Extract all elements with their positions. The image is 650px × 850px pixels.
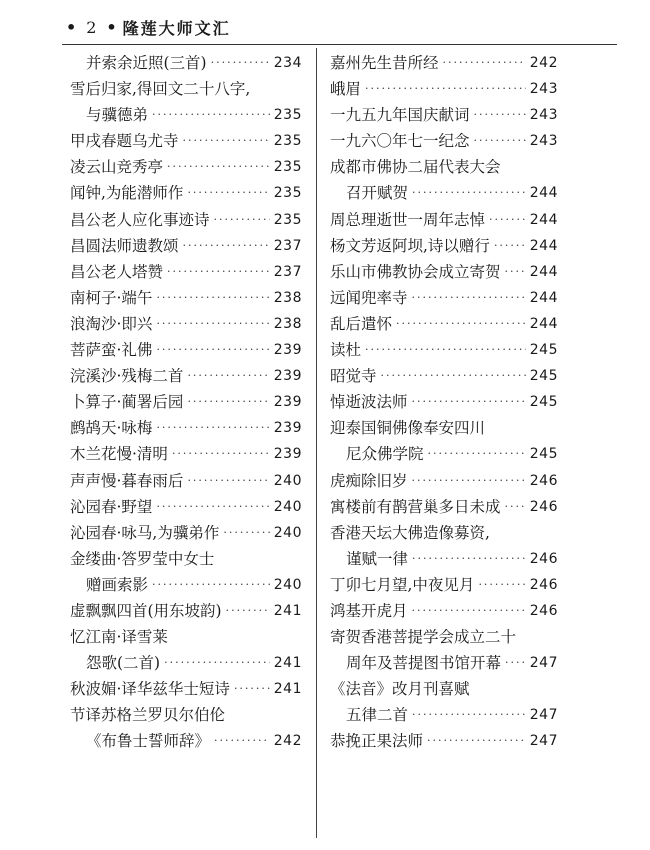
toc-entry <box>70 259 302 285</box>
toc-entry <box>330 572 558 598</box>
toc-entry-page: 241 <box>273 602 302 619</box>
toc-entry-page: 235 <box>273 159 302 176</box>
dot-leader <box>223 520 269 546</box>
toc-entry-title: 一九六〇年七一纪念 <box>330 132 470 151</box>
toc-entry-page: 240 <box>273 576 302 593</box>
header-bullet: • <box>106 17 119 37</box>
toc-entry-page: 243 <box>529 133 558 150</box>
toc-entry-title: 昭觉寺 <box>330 367 377 386</box>
toc-entry <box>330 468 558 494</box>
toc-entry-title: 赠画索影 <box>86 575 149 594</box>
toc-entry <box>70 154 302 180</box>
toc-entry-page: 237 <box>273 237 302 254</box>
toc-entry-title: 尼众佛学院 <box>346 445 424 464</box>
toc-entry-title: 读杜 <box>330 341 362 360</box>
toc-entry-page: 244 <box>529 237 558 254</box>
dot-leader <box>474 128 526 154</box>
toc-entry-title: 寓楼前有鹊营巢多日未成 <box>330 497 501 516</box>
header-rule <box>62 44 617 45</box>
toc-entry-title: 昌圆法师遗教颂 <box>70 236 179 255</box>
dot-leader <box>156 285 269 311</box>
toc-entry <box>70 728 302 754</box>
toc-entry-page: 239 <box>273 420 302 437</box>
toc-entry-page: 239 <box>273 342 302 359</box>
toc-entry-title: 沁园春·咏马,为骥弟作 <box>70 523 220 542</box>
toc-entry <box>70 624 302 650</box>
toc-entry-title: 声声慢·暮春雨后 <box>70 471 184 490</box>
toc-entry-page: 240 <box>273 524 302 541</box>
toc-entry-title: 《法音》改月刊喜赋 <box>330 680 470 699</box>
toc-entry-title: 并索余近照(三首) <box>86 54 207 72</box>
toc-entry <box>330 363 558 389</box>
toc-entry-page: 242 <box>273 733 302 750</box>
toc-entry-page: 241 <box>273 655 302 672</box>
toc-entry-title: 香港天坛大佛造像募资, <box>330 523 490 542</box>
toc-entry-title: 怨歌(二首) <box>86 654 161 673</box>
toc-entry <box>330 728 558 754</box>
toc-entry-title: 乐山市佛教协会成立寄贺 <box>330 262 501 281</box>
toc-entry-title: 菩萨蛮·礼佛 <box>70 341 153 360</box>
toc-entry-page: 235 <box>273 133 302 150</box>
dot-leader <box>167 154 270 180</box>
header-bullet: • <box>66 17 79 37</box>
dot-leader <box>187 468 269 494</box>
toc-entry-page: 246 <box>529 602 558 619</box>
toc-entry <box>70 337 302 363</box>
toc-entry-page: 237 <box>273 263 302 280</box>
toc-entry <box>70 676 302 702</box>
page-number: 2 <box>86 17 99 37</box>
toc-entry-page: 244 <box>529 263 558 280</box>
toc-entry <box>70 285 302 311</box>
toc-entry <box>70 389 302 415</box>
toc-entry-title: 鹧鸪天·咏梅 <box>70 419 153 438</box>
toc-entry-page: 244 <box>529 289 558 306</box>
toc-entry <box>70 128 302 154</box>
toc-entry-title: 卜算子·蔺署后园 <box>70 393 184 412</box>
toc-entry-page: 247 <box>529 655 558 672</box>
toc-entry <box>70 546 302 572</box>
dot-leader <box>427 728 526 754</box>
toc-entry <box>330 154 558 180</box>
dot-leader <box>474 102 526 128</box>
dot-leader <box>412 468 526 494</box>
toc-entry-title: 节译苏格兰罗贝尔伯伦 <box>70 706 226 725</box>
toc-entry-title: 雪后归家,得回文二十八字, <box>70 80 251 99</box>
toc-entry-page: 238 <box>273 289 302 306</box>
toc-entry-page: 245 <box>529 446 558 463</box>
dot-leader <box>167 259 270 285</box>
toc-entry-title: 远闻兜率寺 <box>330 288 408 307</box>
toc-entry-page: 240 <box>273 498 302 515</box>
toc-entry-title: 寄贺香港菩提学会成立二十 <box>330 628 517 647</box>
dot-leader <box>412 598 526 624</box>
toc-entry-title: 鸿基开虎月 <box>330 601 408 620</box>
toc-entry-title: 沁园春·野望 <box>70 497 153 516</box>
toc-entry-page: 244 <box>529 185 558 202</box>
toc-entry <box>330 520 558 546</box>
toc-entry-title: 成都市佛协二届代表大会 <box>330 158 501 177</box>
toc-right-column <box>330 50 558 840</box>
toc-left-column <box>70 50 302 840</box>
dot-leader <box>214 728 270 754</box>
toc-entry-title: 昌公老人应化事迹诗 <box>70 210 210 229</box>
dot-leader <box>494 233 526 259</box>
toc-entry-page: 234 <box>273 55 302 71</box>
toc-entry <box>70 650 302 676</box>
toc-entry <box>330 598 558 624</box>
toc-entry <box>330 441 558 467</box>
toc-entry <box>70 572 302 598</box>
toc-entry-page: 239 <box>273 446 302 463</box>
dot-leader <box>211 50 270 76</box>
toc-entry-page: 245 <box>529 394 558 411</box>
toc-entry <box>70 494 302 520</box>
dot-leader <box>226 598 270 624</box>
dot-leader <box>183 233 270 259</box>
toc-entry-title: 《布鲁士誓师辞》 <box>86 732 211 751</box>
toc-entry <box>330 624 558 650</box>
toc-entry-page: 244 <box>529 315 558 332</box>
toc-entry <box>70 598 302 624</box>
toc-entry <box>330 415 558 441</box>
column-divider <box>316 48 317 838</box>
dot-leader <box>505 259 526 285</box>
toc-entry-page: 247 <box>529 733 558 750</box>
dot-leader <box>412 285 526 311</box>
toc-entry <box>70 207 302 233</box>
dot-leader <box>172 441 270 467</box>
toc-entry <box>70 415 302 441</box>
toc-entry-page: 244 <box>529 211 558 228</box>
toc-entry-page: 246 <box>529 550 558 567</box>
toc-entry-page: 246 <box>529 576 558 593</box>
toc-entry-title: 一九五九年国庆献词 <box>330 106 470 125</box>
toc-entry <box>70 50 302 76</box>
toc-entry <box>330 702 558 728</box>
dot-leader <box>412 389 526 415</box>
toc-entry-title: 浪淘沙·即兴 <box>70 314 153 333</box>
toc-entry-title: 嘉州先生昔所经 <box>330 54 439 72</box>
toc-entry <box>330 259 558 285</box>
toc-entry <box>330 650 558 676</box>
dot-leader <box>396 311 526 337</box>
toc-entry-title: 乱后遣怀 <box>330 314 393 333</box>
dot-leader <box>365 337 526 363</box>
toc-entry-title: 甲戌春题乌尤寺 <box>70 132 179 151</box>
toc-entry-title: 周总理逝世一周年志悼 <box>330 210 486 229</box>
dot-leader <box>428 441 526 467</box>
toc-entry-title: 与骥德弟 <box>86 106 149 125</box>
toc-entry-page: 239 <box>273 394 302 411</box>
dot-leader <box>234 676 270 702</box>
toc-entry <box>330 76 558 102</box>
toc-entry-page: 245 <box>529 342 558 359</box>
dot-leader <box>365 76 526 102</box>
toc-entry <box>70 180 302 206</box>
dot-leader <box>156 337 269 363</box>
toc-entry-title: 恭挽正果法师 <box>330 732 424 751</box>
toc-entry-title: 闻钟,为能潜师作 <box>70 184 184 203</box>
toc-entry <box>330 50 558 76</box>
dot-leader <box>152 102 270 128</box>
toc-entry-title: 迎泰国铜佛像奉安四川 <box>330 419 486 438</box>
toc-entry <box>330 676 558 702</box>
toc-entry-page: 247 <box>529 707 558 724</box>
dot-leader <box>214 207 270 233</box>
toc-entry-title: 召开赋贺 <box>346 184 409 203</box>
toc-entry-page: 239 <box>273 368 302 385</box>
toc-entry <box>330 389 558 415</box>
dot-leader <box>187 180 269 206</box>
toc-entry-title: 昌公老人塔赞 <box>70 262 164 281</box>
toc-entry-page: 243 <box>529 107 558 124</box>
toc-entry <box>330 546 558 572</box>
running-header <box>62 12 602 42</box>
toc-entry <box>70 311 302 337</box>
toc-entry-page: 240 <box>273 472 302 489</box>
toc-entry <box>70 441 302 467</box>
toc-entry <box>70 102 302 128</box>
toc-entry-title: 秋波媚·译华兹华士短诗 <box>70 680 230 699</box>
toc-entry <box>70 520 302 546</box>
dot-leader <box>412 546 526 572</box>
toc-entry-page: 235 <box>273 211 302 228</box>
toc-entry <box>330 337 558 363</box>
dot-leader <box>381 363 526 389</box>
toc-entry-title: 木兰花慢·清明 <box>70 445 168 464</box>
toc-entry <box>330 128 558 154</box>
toc-entry-title: 谨赋一律 <box>346 549 409 568</box>
toc-entry-page: 245 <box>529 368 558 385</box>
toc-entry-page: 243 <box>529 81 558 98</box>
dot-leader <box>505 650 526 676</box>
toc-entry <box>70 702 302 728</box>
toc-entry <box>330 285 558 311</box>
dot-leader <box>152 572 270 598</box>
toc-entry-title: 悼逝波法师 <box>330 393 408 412</box>
toc-entry <box>70 76 302 102</box>
dot-leader <box>156 494 269 520</box>
toc-entry-title: 虚飘飘四首(用东坡韵) <box>70 601 222 620</box>
toc-entry-title: 南柯子·端午 <box>70 288 153 307</box>
dot-leader <box>412 180 526 206</box>
toc-entry <box>70 468 302 494</box>
toc-entry <box>70 363 302 389</box>
toc-entry <box>330 494 558 520</box>
toc-entry-page: 246 <box>529 498 558 515</box>
toc-entry-title: 虎痴除旧岁 <box>330 471 408 490</box>
toc-entry-title: 丁卯七月望,中夜见月 <box>330 575 475 594</box>
toc-entry <box>70 233 302 259</box>
toc-entry-page: 235 <box>273 185 302 202</box>
toc-entry <box>330 102 558 128</box>
book-title: 隆莲大师文汇 <box>122 18 231 38</box>
toc-entry-page: 235 <box>273 107 302 124</box>
toc-entry-title: 峨眉 <box>330 80 362 99</box>
dot-leader <box>489 207 526 233</box>
dot-leader <box>164 650 270 676</box>
toc-entry-title: 五律二首 <box>346 706 409 725</box>
dot-leader <box>183 128 270 154</box>
toc-entry-title: 忆江南·译雪莱 <box>70 628 168 647</box>
toc-entry <box>330 180 558 206</box>
toc-entry-title: 浣溪沙·残梅二首 <box>70 367 184 386</box>
toc-entry-page: 242 <box>529 55 558 71</box>
dot-leader <box>187 389 269 415</box>
dot-leader <box>478 572 525 598</box>
toc-entry <box>330 311 558 337</box>
dot-leader <box>505 494 526 520</box>
toc-entry <box>330 207 558 233</box>
dot-leader <box>156 311 269 337</box>
dot-leader <box>443 50 526 76</box>
toc-entry-title: 凌云山竞秀亭 <box>70 158 164 177</box>
toc-entry <box>330 233 558 259</box>
toc-entry-page: 246 <box>529 472 558 489</box>
dot-leader <box>187 363 269 389</box>
toc-entry-page: 238 <box>273 315 302 332</box>
dot-leader <box>412 702 526 728</box>
toc-entry-title: 金缕曲·答罗莹中女士 <box>70 549 215 568</box>
toc-entry-title: 杨文芳返阿坝,诗以赠行 <box>330 236 490 255</box>
toc-entry-title: 周年及菩提图书馆开幕 <box>346 654 502 673</box>
toc-entry-page: 241 <box>273 681 302 698</box>
dot-leader <box>156 415 269 441</box>
